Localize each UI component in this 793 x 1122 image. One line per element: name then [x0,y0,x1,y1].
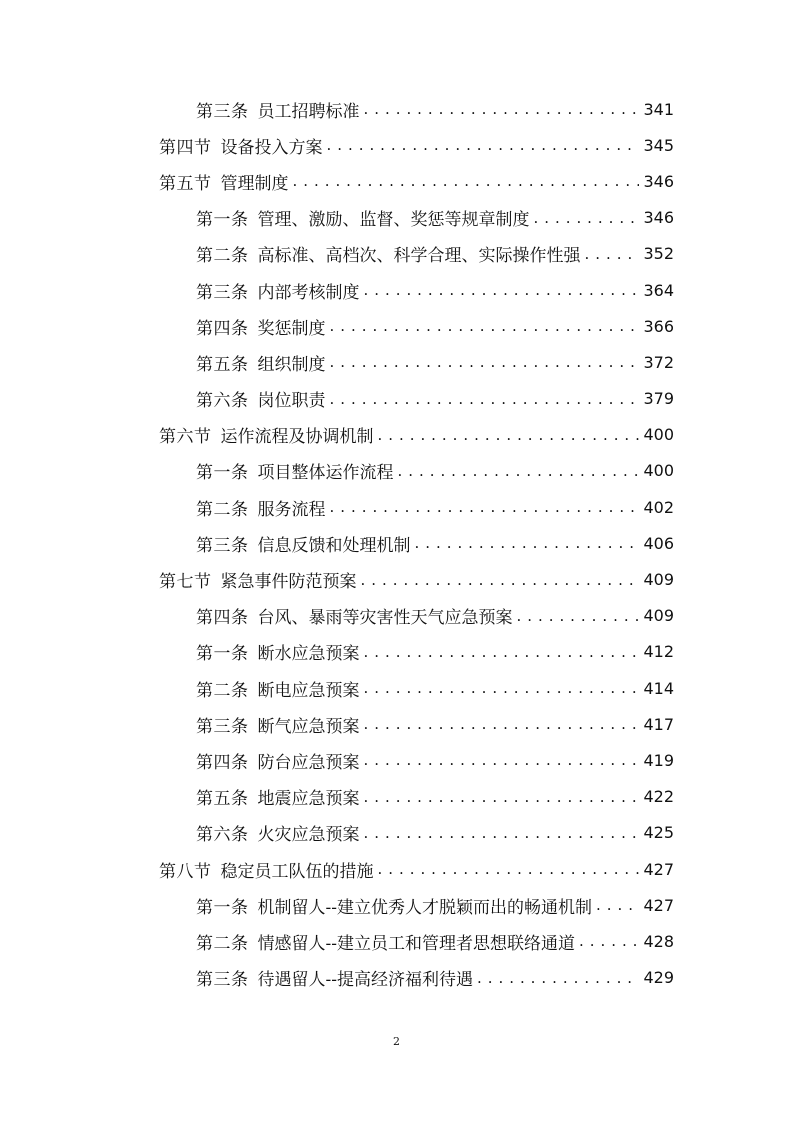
dot-leader [330,389,640,409]
toc-entry-number: 第六条 [196,825,249,846]
toc-entry[interactable] [0,851,674,887]
dot-leader [330,316,640,336]
toc-entry[interactable] [0,561,674,597]
dot-leader [364,823,640,843]
toc-entry-number: 第六节 [159,427,212,448]
toc-entry-title: 机制留人--建立优秀人才脱颖而出的畅通机制 [257,897,592,918]
toc-entry[interactable] [0,200,674,236]
toc-entry-page: 379 [643,389,674,409]
toc-entry[interactable] [0,670,674,706]
dot-leader [330,352,640,372]
toc-entry-page: 345 [643,135,674,155]
dot-leader [293,171,640,191]
toc-entry-page: 417 [643,714,674,734]
toc-entry-page: 425 [643,823,674,843]
toc-entry-number: 第四节 [159,137,212,158]
toc-entry[interactable] [0,960,674,996]
toc-entry-page: 406 [643,533,674,553]
toc-entry-page: 352 [643,244,674,264]
toc-entry-title: 断气应急预案 [257,716,360,737]
toc-entry-title: 奖惩制度 [257,318,326,339]
toc-entry-page: 346 [643,208,674,228]
toc-entry-title: 断水应急预案 [257,644,360,665]
toc-entry-title: 地震应急预案 [257,789,360,810]
dot-leader [579,931,639,951]
dot-leader [364,280,640,300]
toc-entry[interactable] [0,163,674,199]
dot-leader [517,606,640,626]
toc-entry-title: 项目整体运作流程 [257,463,394,484]
toc-entry[interactable] [0,634,674,670]
toc-entry-page: 427 [643,895,674,915]
toc-entry-number: 第四条 [196,608,249,629]
dot-leader [364,99,640,119]
dot-leader [361,570,640,590]
toc-entry[interactable] [0,779,674,815]
toc-entry[interactable] [0,91,674,127]
toc-entry-number: 第三条 [196,716,249,737]
toc-entry-number: 第七节 [159,572,212,593]
toc-entry[interactable] [0,598,674,634]
toc-entry[interactable] [0,272,674,308]
toc-entry-number: 第三条 [196,282,249,303]
toc-entry-number: 第一条 [196,644,249,665]
toc-entry-number: 第八节 [159,861,212,882]
toc-entry-page: 366 [643,316,674,336]
toc-entry-title: 管理制度 [220,173,289,194]
toc-entry-page: 341 [643,99,674,119]
toc-entry[interactable] [0,489,674,525]
toc-entry-title: 防台应急预案 [257,752,360,773]
toc-entry-number: 第二条 [196,680,249,701]
toc-entry[interactable] [0,381,674,417]
toc-entry-number: 第三条 [196,535,249,556]
toc-entry[interactable] [0,887,674,923]
toc-entry-title: 信息反馈和处理机制 [257,535,411,556]
toc-entry-number: 第五节 [159,173,212,194]
dot-leader [378,425,640,445]
toc-entry-title: 稳定员工队伍的措施 [220,861,374,882]
toc-entry-page: 428 [643,931,674,951]
toc-entry-page: 429 [643,968,674,988]
toc-entry[interactable] [0,706,674,742]
toc-entry-title: 待遇留人--提高经济福利待遇 [257,970,473,991]
toc-entry-page: 422 [643,787,674,807]
toc-entry-page: 364 [643,280,674,300]
toc-entry[interactable] [0,453,674,489]
dot-leader [378,859,640,879]
dot-leader [364,678,640,698]
toc-entry-number: 第二条 [196,499,249,520]
toc-entry[interactable] [0,417,674,453]
dot-leader [415,533,640,553]
toc-entry-number: 第三条 [196,970,249,991]
toc-entry[interactable] [0,127,674,163]
toc-entry-page: 400 [643,461,674,481]
dot-leader [364,750,640,770]
toc-entry-number: 第一条 [196,210,249,231]
dot-leader [364,642,640,662]
dot-leader [364,787,640,807]
toc-entry-title: 紧急事件防范预案 [220,572,357,593]
toc-entry-page: 414 [643,678,674,698]
toc-entry-title: 服务流程 [257,499,326,520]
dot-leader [327,135,640,155]
dot-leader [364,714,640,734]
dot-leader [534,208,640,228]
toc-entry-title: 断电应急预案 [257,680,360,701]
toc-entry-page: 409 [643,570,674,590]
toc-entry-page: 400 [643,425,674,445]
dot-leader [398,461,640,481]
toc-entry-title: 台风、暴雨等灾害性天气应急预案 [257,608,513,629]
toc-entry-page: 346 [643,171,674,191]
toc-entry[interactable] [0,236,674,272]
toc-entry[interactable] [0,344,674,380]
dot-leader [330,497,640,517]
table-of-contents [0,91,793,996]
toc-entry-number: 第三条 [196,101,249,122]
page-number: 2 [393,1035,400,1048]
toc-entry-page: 427 [643,859,674,879]
toc-entry-page: 412 [643,642,674,662]
toc-entry-title: 火灾应急预案 [257,825,360,846]
toc-entry-number: 第五条 [196,354,249,375]
toc-entry[interactable] [0,742,674,778]
toc-entry-title: 岗位职责 [257,391,326,412]
toc-entry-number: 第一条 [196,463,249,484]
toc-entry-page: 402 [643,497,674,517]
toc-entry-page: 419 [643,750,674,770]
toc-entry[interactable] [0,525,674,561]
toc-entry-title: 内部考核制度 [257,282,360,303]
toc-entry-number: 第二条 [196,933,249,954]
toc-entry[interactable] [0,308,674,344]
toc-entry-number: 第五条 [196,789,249,810]
toc-entry-number: 第四条 [196,752,249,773]
toc-entry-number: 第一条 [196,897,249,918]
toc-entry-title: 设备投入方案 [220,137,323,158]
toc-entry-number: 第六条 [196,391,249,412]
toc-entry-title: 情感留人--建立员工和管理者思想联络通道 [257,933,575,954]
toc-entry[interactable] [0,815,674,851]
dot-leader [585,244,640,264]
dot-leader [477,968,639,988]
toc-entry-title: 组织制度 [257,354,326,375]
toc-entry-title: 运作流程及协调机制 [220,427,374,448]
dot-leader [596,895,639,915]
toc-entry-number: 第二条 [196,246,249,267]
toc-entry-page: 409 [643,606,674,626]
toc-entry-title: 高标准、高档次、科学合理、实际操作性强 [257,246,581,267]
toc-entry[interactable] [0,923,674,959]
toc-entry-title: 管理、激励、监督、奖惩等规章制度 [257,210,530,231]
toc-entry-number: 第四条 [196,318,249,339]
toc-entry-page: 372 [643,352,674,372]
toc-entry-title: 员工招聘标准 [257,101,360,122]
